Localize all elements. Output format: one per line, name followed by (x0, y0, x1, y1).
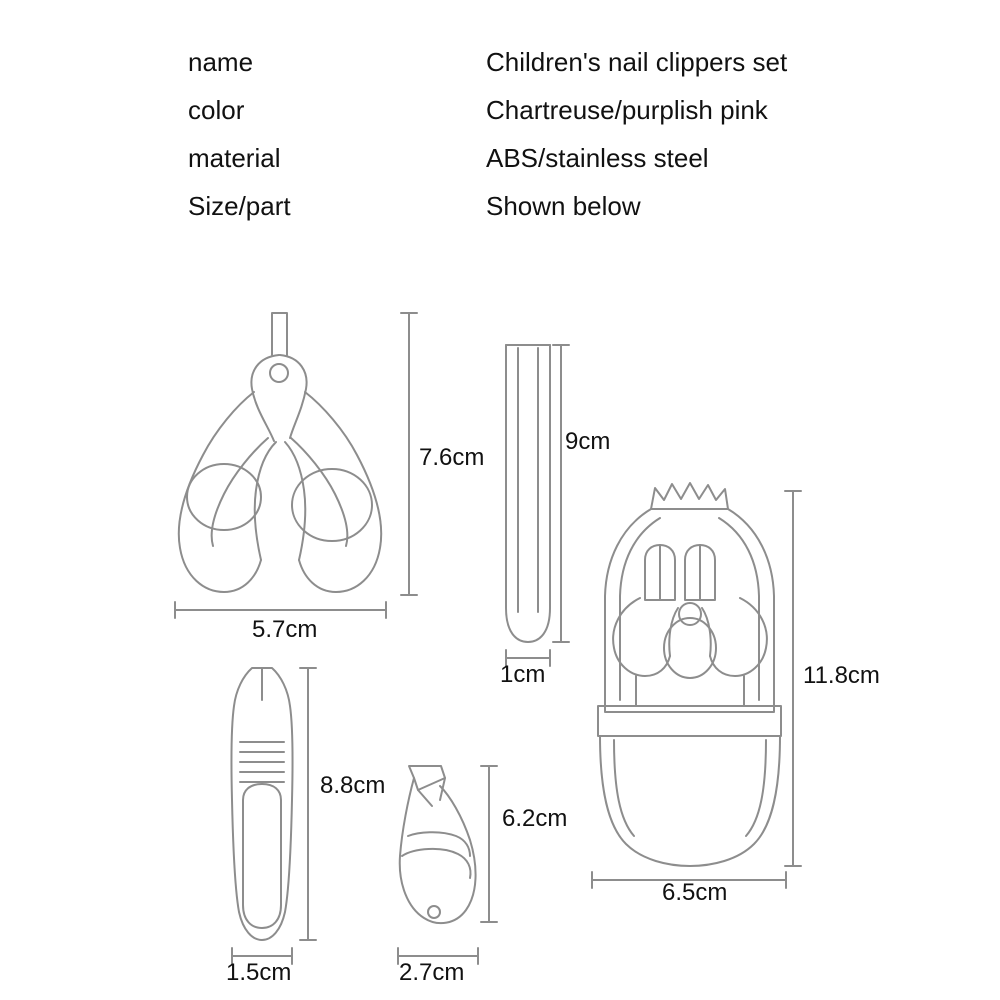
spec-label-name: name (188, 47, 254, 77)
dim-label-file-height: 9cm (565, 428, 611, 455)
dim-label-clipper-height: 6.2cm (502, 805, 568, 832)
spec-value-name: Children's nail clippers set (486, 47, 788, 77)
spec-label-size-part: Size/part (188, 191, 291, 221)
dim-label-clipper-width: 2.7cm (399, 959, 465, 986)
dim-label-tweezers-width: 1.5cm (226, 959, 292, 986)
spec-value-color: Chartreuse/purplish pink (486, 95, 768, 125)
spec-label-color: color (188, 95, 245, 125)
dim-label-tweezers-height: 8.8cm (320, 772, 386, 799)
spec-value-material: ABS/stainless steel (486, 143, 709, 173)
nail-file-drawing (506, 345, 569, 666)
spec-label-material: material (188, 143, 281, 173)
dim-label-scissors-width: 5.7cm (252, 616, 318, 643)
dim-label-file-width: 1cm (500, 661, 546, 688)
dim-label-case-height: 11.8cm (803, 662, 880, 689)
spec-value-size-part: Shown below (486, 191, 641, 221)
dim-label-scissors-height: 7.6cm (419, 444, 485, 471)
dim-label-case-width: 6.5cm (662, 879, 728, 906)
nail-clipper-drawing (398, 766, 497, 964)
tweezers-drawing (231, 668, 316, 964)
baby-nail-scissors-drawing (175, 313, 417, 618)
storage-case-drawing (592, 483, 801, 888)
